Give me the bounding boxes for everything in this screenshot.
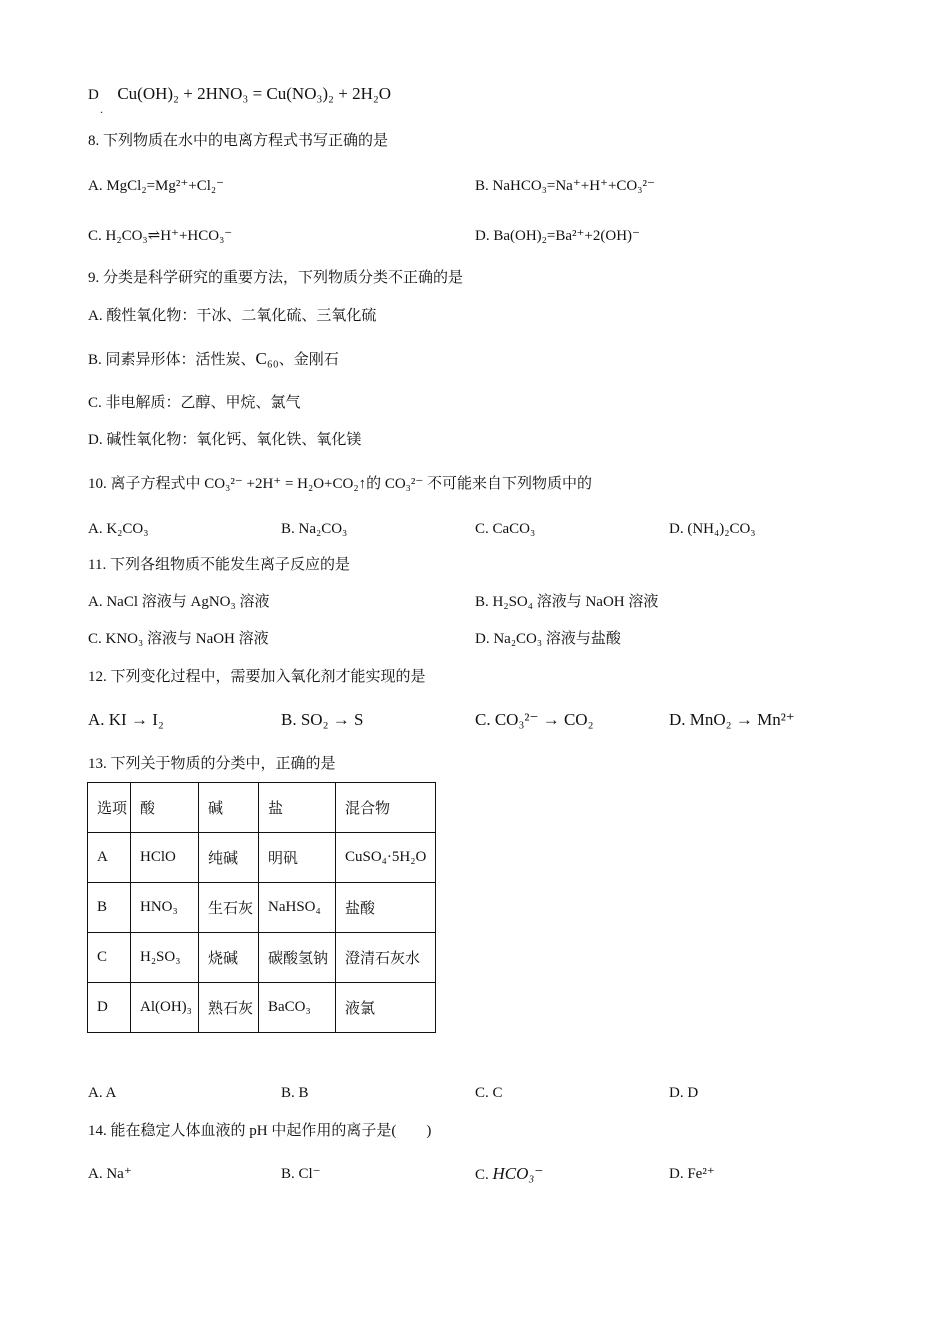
dot-mark: . [100, 102, 103, 116]
table-cell: NaHSO₄ [259, 883, 336, 933]
table-cell: 生石灰 [199, 883, 259, 933]
q7-option-d-label: D [88, 87, 99, 103]
q7-option-d-formula: Cu(OH)₂ + 2HNO₃ = Cu(NO₃)₂ + 2H₂O [117, 84, 392, 103]
table-cell: BaCO₃ [259, 983, 336, 1033]
table-cell: 熟石灰 [199, 983, 259, 1033]
q11-option-b: B. H₂SO₄ 溶液与 NaOH 溶液 [475, 594, 659, 610]
q8-stem: 8. 下列物质在水中的电离方程式书写正确的是 [88, 133, 389, 149]
table-row [88, 983, 436, 1033]
table-cell: A [88, 833, 131, 883]
table-cell: Al(OH)₃ [131, 983, 199, 1033]
q11-option-a: A. NaCl 溶液与 AgNO₃ 溶液 [88, 594, 270, 610]
table-header-cell: 盐 [259, 783, 336, 833]
q10-option-d: D. (NH₄)₂CO₃ [669, 521, 756, 537]
q8-option-a: A. MgCl₂=Mg²⁺+Cl₂⁻ [88, 178, 225, 194]
table-cell: HNO₃ [131, 883, 199, 933]
table-cell: H₂SO₃ [131, 933, 199, 983]
q14-option-a: A. Na⁺ [88, 1166, 132, 1182]
table-cell: 碳酸氢钠 [259, 933, 336, 983]
q14-option-d: D. Fe²⁺ [669, 1166, 715, 1182]
table-cell: B [88, 883, 131, 933]
table-cell: 明矾 [259, 833, 336, 883]
table-header-row [88, 783, 436, 833]
q12-stem: 12. 下列变化过程中，需要加入氧化剂才能实现的是 [88, 669, 426, 685]
table-cell: 澄清石灰水 [336, 933, 436, 983]
q9-option-b-post: 、金刚石 [278, 352, 339, 368]
q7-option-d [88, 84, 391, 105]
table-cell: 液氯 [336, 983, 436, 1033]
q8-option-c: C. H₂CO₃⇌H⁺+HCO₃⁻ [88, 228, 233, 244]
q10-option-b: B. Na₂CO₃ [281, 521, 348, 537]
q12-option-c: C. CO₃²⁻ → CO₂ [475, 710, 594, 729]
q12-option-b: B. SO₂ → S [281, 710, 364, 729]
q13-option-c: C. C [475, 1085, 503, 1101]
table-row [88, 933, 436, 983]
q10-stem: 10. 离子方程式中 CO₃²⁻ +2H⁺ = H₂O+CO₂↑的 CO₃²⁻ 不可能来自下列物质中的 [88, 476, 593, 492]
q14-option-c [475, 1164, 543, 1185]
table-row [88, 833, 436, 883]
q11-option-c: C. KNO₃ 溶液与 NaOH 溶液 [88, 631, 269, 647]
q8-option-d: D. Ba(OH)₂=Ba²⁺+2(OH)⁻ [475, 228, 640, 244]
q13-stem: 13. 下列关于物质的分类中，正确的是 [88, 756, 336, 772]
table-header-cell: 混合物 [336, 783, 436, 833]
table-cell: 盐酸 [336, 883, 436, 933]
q13-option-b: B. B [281, 1085, 309, 1101]
q10-option-a: A. K₂CO₃ [88, 521, 149, 537]
table-cell: HClO [131, 833, 199, 883]
q9-option-b-pre: B. 同素异形体：活性炭、 [88, 352, 256, 368]
q9-option-b [88, 349, 339, 370]
table-cell: CuSO₄·5H₂O [336, 833, 436, 883]
table-cell: D [88, 983, 131, 1033]
table-row [88, 883, 436, 933]
q9-option-a: A. 酸性氧化物：干冰、二氧化硫、三氧化硫 [88, 308, 377, 324]
q14-option-c-ion: HCO₃⁻ [492, 1164, 544, 1183]
q13-option-d: D. D [669, 1085, 699, 1101]
q10-option-c: C. CaCO₃ [475, 521, 536, 537]
table-cell: 纯碱 [199, 833, 259, 883]
q9-option-c: C. 非电解质：乙醇、甲烷、氯气 [88, 395, 301, 411]
q12-option-a: A. KI → I₂ [88, 710, 164, 729]
q14-stem: 14. 能在稳定人体血液的 pH 中起作用的离子是( ) [88, 1123, 432, 1139]
q14-option-c-label: C. [475, 1167, 489, 1183]
q11-stem: 11. 下列各组物质不能发生离子反应的是 [88, 557, 350, 573]
table-cell: 烧碱 [199, 933, 259, 983]
q9-option-d: D. 碱性氧化物：氧化钙、氧化铁、氧化镁 [88, 432, 362, 448]
table-header-cell: 酸 [131, 783, 199, 833]
table-header-cell: 选项 [88, 783, 131, 833]
q12-option-d: D. MnO₂ → Mn²⁺ [669, 710, 795, 729]
q9-stem: 9. 分类是科学研究的重要方法，下列物质分类不正确的是 [88, 270, 464, 286]
q13-option-a: A. A [88, 1085, 117, 1101]
table-header-cell: 碱 [199, 783, 259, 833]
table-cell: C [88, 933, 131, 983]
q8-option-b: B. NaHCO₃=Na⁺+H⁺+CO₃²⁻ [475, 178, 655, 194]
q11-option-d: D. Na₂CO₃ 溶液与盐酸 [475, 631, 621, 647]
q14-option-b: B. Cl⁻ [281, 1166, 321, 1182]
q9-option-b-c60: C₆₀ [255, 349, 279, 368]
q13-classification-table [87, 782, 436, 1033]
